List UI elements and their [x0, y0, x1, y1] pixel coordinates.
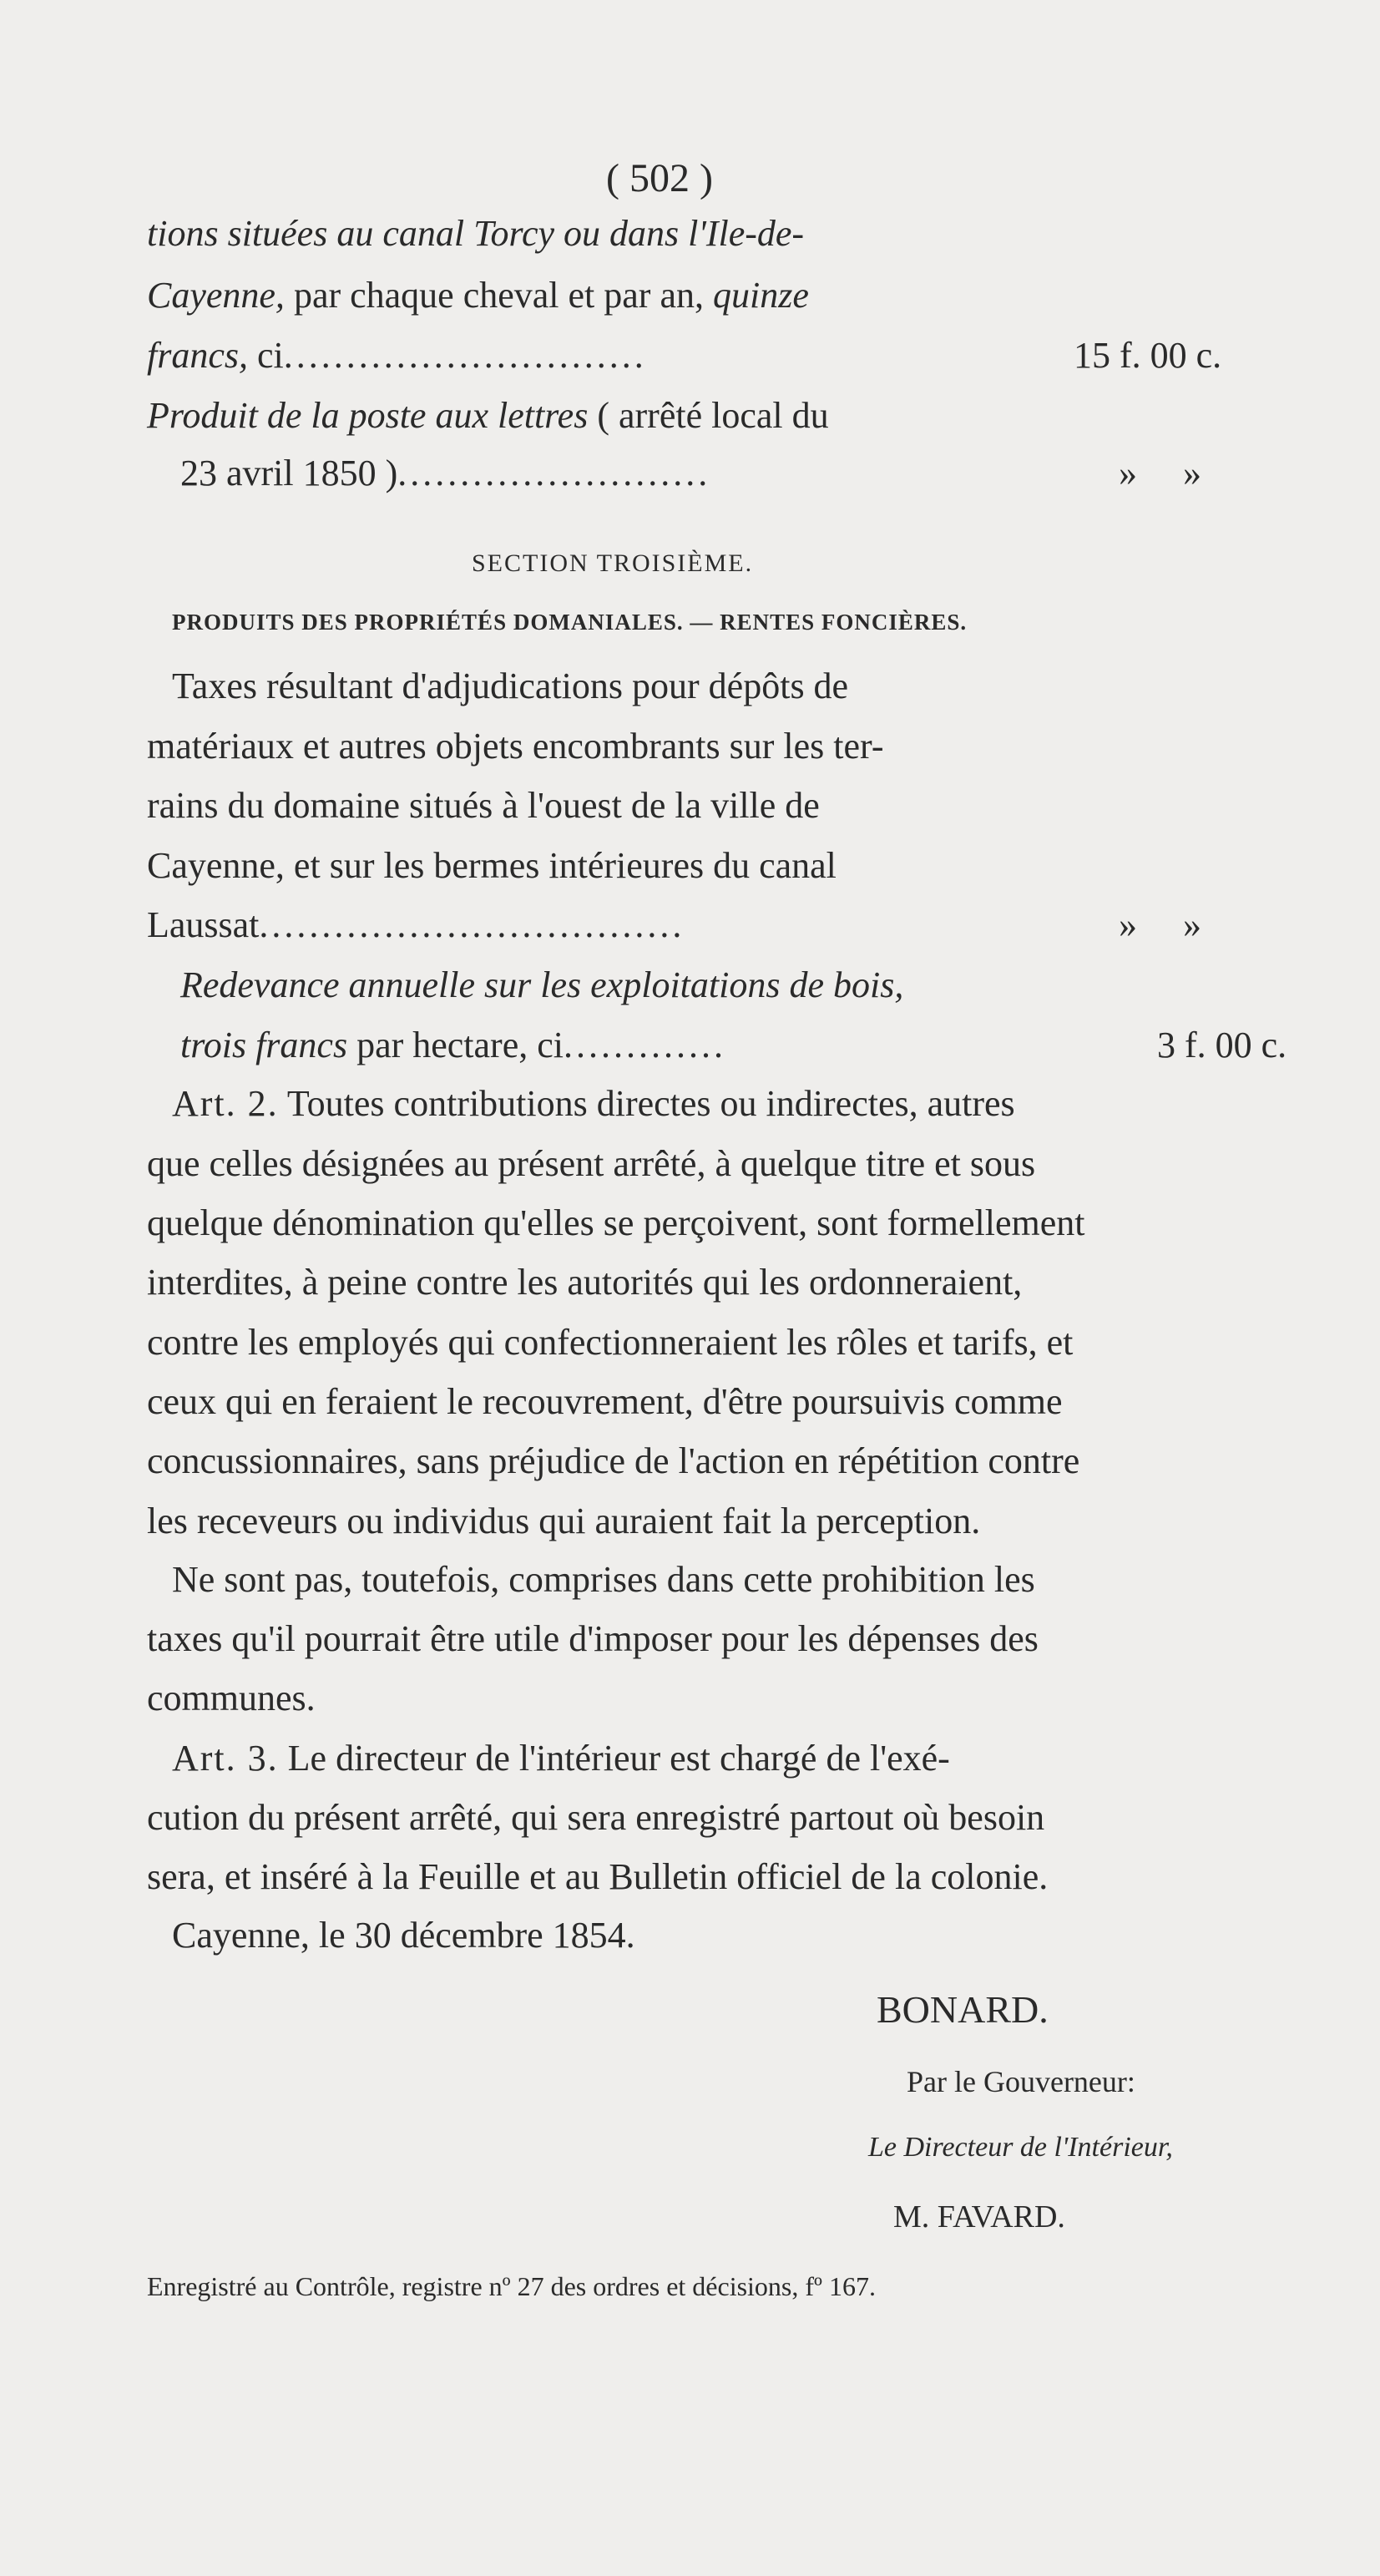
art3-line1	[172, 1740, 950, 1777]
par-le-gouverneur: Par le Gouverneur:	[907, 2065, 1135, 2098]
para1-line3-text: ci	[248, 335, 284, 376]
art2-label: Art. 2.	[172, 1083, 279, 1124]
art3-line3: sera, et inséré à la Feuille et au Bulletin officiel de la colonie.	[147, 1856, 1049, 1897]
art2-line7: concussionnaires, sans préjudice de l'action en répétition contre	[147, 1440, 1080, 1481]
section-subtitle: PRODUITS DES PROPRIÉTÉS DOMANIALES. — RENTES FONCIÈRES.	[172, 610, 968, 635]
art2-line8: les receveurs ou individus qui auraient fait la perception.	[147, 1501, 981, 1541]
para2-line1-italic: Produit de la poste aux lettres	[147, 395, 589, 436]
para2-line2-text: 23 avril 1850 )	[180, 453, 398, 493]
art2-line1-text: Toutes contributions directes ou indirectes, autres	[278, 1083, 1015, 1124]
art2-line1	[172, 1083, 1015, 1124]
para3-amount: » »	[1119, 904, 1201, 945]
para2-line1-text: ( arrêté local du	[588, 395, 829, 436]
para3-last-line: Laussat	[147, 904, 260, 945]
para4-line2-italic: trois francs	[180, 1025, 348, 1065]
favard-name: M. FAVARD.	[893, 2199, 1065, 2234]
para1-line3: francs, ci.............................	[147, 335, 647, 376]
para5-line3: communes.	[147, 1678, 316, 1718]
para1-line1: tions situées au canal Torcy ou dans l'Ile-de-	[147, 213, 805, 254]
para3-line3: rains du domaine situés à l'ouest de la ville de	[147, 785, 820, 826]
para1-line2-text: par chaque cheval et par an,	[284, 275, 713, 316]
section-title: SECTION TROISIÈME.	[472, 549, 754, 577]
para5-line1: Ne sont pas, toutefois, comprises dans cette prohibition les	[172, 1559, 1035, 1600]
page-number: ( 502 )	[606, 156, 713, 200]
para1-line2	[147, 277, 809, 314]
art2-line2: que celles désignées au présent arrêté, à quelque titre et sous	[147, 1143, 1036, 1184]
para4-amount: 3 f. 00 c.	[1157, 1025, 1287, 1065]
para4-line2: trois francs par hectare, ci.............	[180, 1025, 726, 1065]
para1-line2-italic: Cayenne,	[147, 275, 285, 316]
art2-line6: ceux qui en feraient le recouvrement, d'être poursuivis comme	[147, 1381, 1063, 1422]
para2-amount: » »	[1119, 453, 1201, 493]
art3-line1-text: Le directeur de l'intérieur est chargé de l'exé-	[278, 1738, 950, 1779]
para1-line2-italic2: quinze	[712, 275, 809, 316]
art3-line2: cution du présent arrêté, qui sera enregistré partout où besoin	[147, 1797, 1045, 1838]
art2-line4: interdites, à peine contre les autorités qui les ordonneraient,	[147, 1262, 1023, 1303]
para3-line1: Taxes résultant d'adjudications pour dépôts de	[172, 666, 849, 706]
para3-line2: matériaux et autres objets encombrants sur les ter-	[147, 726, 884, 767]
art3-label: Art. 3.	[172, 1738, 279, 1779]
para4-line2-text: par hectare, ci	[347, 1025, 564, 1065]
dateline: Cayenne, le 30 décembre 1854.	[172, 1915, 635, 1956]
directeur-title: Le Directeur de l'Intérieur,	[868, 2132, 1173, 2163]
enregistre-note: Enregistré au Contrôle, registre nº 27 des ordres et décisions, fº 167.	[147, 2271, 876, 2301]
para1-line3-italic: francs,	[147, 335, 248, 376]
para4-line1: Redevance annuelle sur les exploitations de bois,	[180, 964, 904, 1005]
signature: BONARD.	[877, 1988, 1049, 2031]
para3-line5: Laussat..................................	[147, 904, 685, 945]
para2-line2: 23 avril 1850 ).........................	[180, 453, 711, 493]
para1-amount: 15 f. 00 c.	[1074, 335, 1222, 376]
para2-line1	[147, 397, 829, 434]
para3-line4: Cayenne, et sur les bermes intérieures du canal	[147, 845, 837, 886]
para5-line2: taxes qu'il pourrait être utile d'imposer pour les dépenses des	[147, 1618, 1039, 1659]
art2-line5: contre les employés qui confectionneraient les rôles et tarifs, et	[147, 1322, 1074, 1363]
art2-line3: quelque dénomination qu'elles se perçoivent, sont formellement	[147, 1202, 1085, 1243]
